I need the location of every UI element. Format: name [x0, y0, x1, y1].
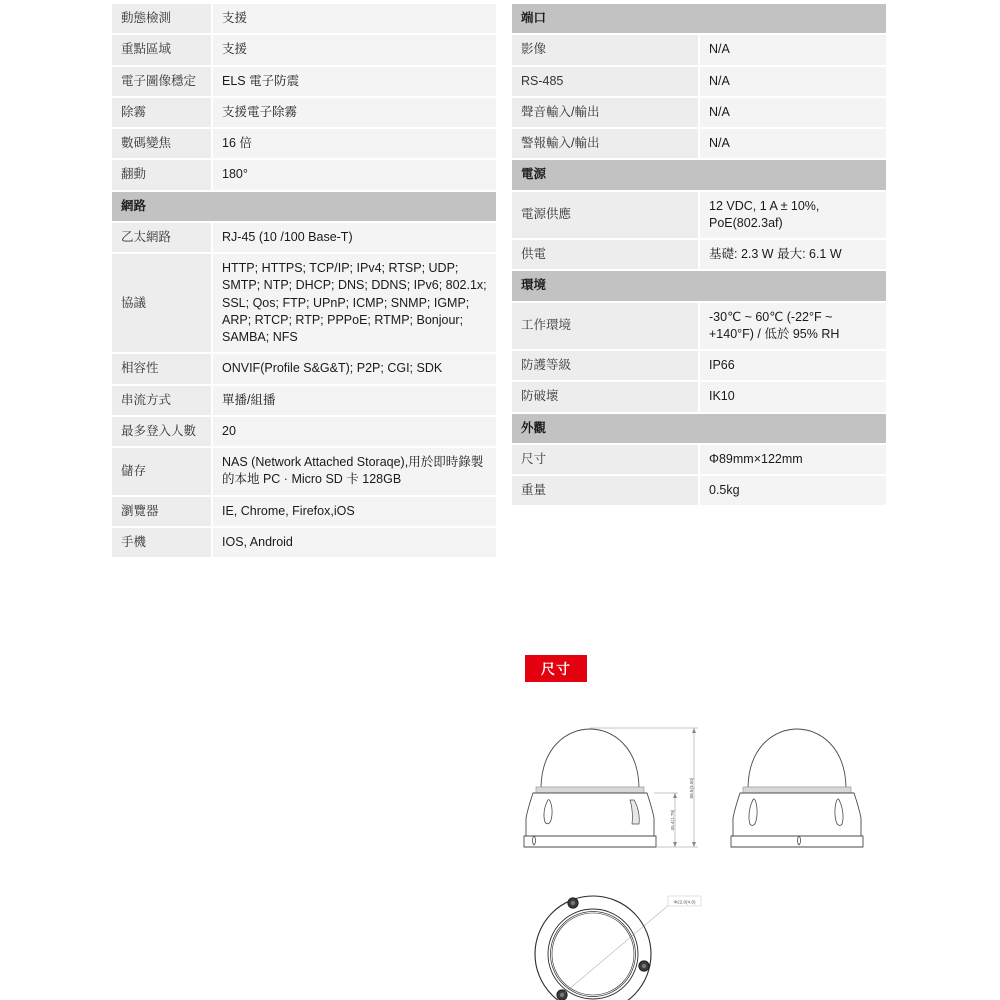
spec-row-key: 乙太網路 [112, 222, 212, 253]
spec-row-value: 0.5kg [699, 475, 886, 506]
spec-row [512, 475, 886, 506]
dimensions-section [512, 648, 902, 1000]
camera-bottom-view [535, 896, 651, 1000]
spec-row [112, 222, 496, 253]
spec-row-value: 180° [212, 159, 496, 190]
spec-row [112, 353, 496, 384]
spec-row-key: 翻動 [112, 159, 212, 190]
spec-row-value: IOS, Android [212, 527, 496, 558]
spec-row-key: 電子圖像穩定 [112, 66, 212, 97]
spec-row-value: N/A [699, 34, 886, 65]
spec-row-value: N/A [699, 128, 886, 159]
spec-row-key: 防破壞 [512, 381, 699, 412]
spec-row [512, 381, 886, 412]
spec-row [112, 527, 496, 558]
spec-row-value: RJ-45 (10 /100 Base-T) [212, 222, 496, 253]
spec-row-key: 動態檢測 [112, 4, 212, 34]
spec-row-key: 儲存 [112, 447, 212, 496]
spec-row-key: 重量 [512, 475, 699, 506]
spec-row [512, 444, 886, 475]
bottom-view-hole-label: Φ22.0(4.8) [673, 899, 696, 905]
spec-section-title: 環境 [512, 270, 886, 301]
spec-row-key: 供電 [512, 239, 699, 270]
spec-row-value: IK10 [699, 381, 886, 412]
spec-row [112, 253, 496, 353]
mounting-hole [568, 898, 578, 908]
spec-row [512, 350, 886, 381]
side-view-height-label: 88.8(3.50) [689, 777, 694, 799]
spec-row-key: 最多登入人數 [112, 416, 212, 447]
spec-row-value: 20 [212, 416, 496, 447]
spec-row-key: 瀏覽器 [112, 496, 212, 527]
spec-row [512, 97, 886, 128]
spec-section-title: 網路 [112, 191, 496, 222]
spec-row-key: 尺寸 [512, 444, 699, 475]
spec-row-value: Φ89mm×122mm [699, 444, 886, 475]
left-spec-table [112, 4, 496, 559]
spec-row [112, 159, 496, 190]
spec-row-value: 支援 [212, 4, 496, 34]
spec-row [112, 97, 496, 128]
spec-row-key: 重點區域 [112, 34, 212, 65]
spec-row [112, 385, 496, 416]
spec-row-value: 基礎: 2.3 W 最大: 6.1 W [699, 239, 886, 270]
camera-side-view-left [524, 729, 656, 847]
left-spec-table-body [112, 4, 496, 558]
spec-section-title: 端口 [512, 4, 886, 34]
spec-row [512, 128, 886, 159]
spec-row-key: 工作環境 [512, 302, 699, 351]
spec-row-key: 協議 [112, 253, 212, 353]
spec-row-value: ELS 電子防震 [212, 66, 496, 97]
spec-row-key: RS-485 [512, 66, 699, 97]
spec-section-title: 外觀 [512, 413, 886, 444]
spec-row-value: HTTP; HTTPS; TCP/IP; IPv4; RTSP; UDP; SMTP; NTP; DHCP; DNS; DDNS; IPv6; 802.1x; SSL; Qos; FTP; UPnP; ICMP; SNMP; IGMP; ARP; RTCP; RTP; PPPoE; RTMP; Bonjour; SAMBA; NFS [212, 253, 496, 353]
spec-row-value: 支援 [212, 34, 496, 65]
spec-row-value: 支援電子除霧 [212, 97, 496, 128]
spec-row-value: 12 VDC, 1 A ± 10%, PoE(802.3af) [699, 191, 886, 240]
spec-row-key: 相容性 [112, 353, 212, 384]
spec-row-key: 警報輸入/輸出 [512, 128, 699, 159]
spec-row-key: 手機 [112, 527, 212, 558]
spec-section-title: 電源 [512, 159, 886, 190]
spec-section-header [512, 4, 886, 34]
spec-row [512, 66, 886, 97]
spec-row [112, 34, 496, 65]
spec-section-header [512, 413, 886, 444]
spec-row-key: 數碼變焦 [112, 128, 212, 159]
spec-section-header [512, 270, 886, 301]
spec-row-value: 16 倍 [212, 128, 496, 159]
spec-row-value: N/A [699, 66, 886, 97]
dimensions-badge: 尺寸 [525, 655, 587, 682]
spec-row-key: 影像 [512, 34, 699, 65]
spec-row-value: NAS (Network Attached Storaqe),用於即時錄製的本地 PC · Micro SD 卡 128GB [212, 447, 496, 496]
spec-row [512, 302, 886, 351]
spec-row [512, 34, 886, 65]
spec-row-value: IE, Chrome, Firefox,iOS [212, 496, 496, 527]
side-view-base-label: 45.4(1.79) [670, 809, 675, 831]
spec-row [512, 191, 886, 240]
right-spec-table-body [512, 4, 886, 506]
spec-row-key: 除霧 [112, 97, 212, 128]
spec-row-value: N/A [699, 97, 886, 128]
spec-row [112, 496, 496, 527]
spec-row-key: 電源供應 [512, 191, 699, 240]
spec-row [112, 4, 496, 34]
spec-row-value: 單播/組播 [212, 385, 496, 416]
spec-row [512, 239, 886, 270]
spec-row-key: 聲音輸入/輸出 [512, 97, 699, 128]
spec-row-value: ONVIF(Profile S&G&T); P2P; CGI; SDK [212, 353, 496, 384]
camera-front-view-right [731, 729, 863, 847]
spec-row [112, 447, 496, 496]
dimension-drawings [512, 692, 902, 1000]
spec-row [112, 66, 496, 97]
spec-section-header [512, 159, 886, 190]
spec-row [112, 128, 496, 159]
spec-row [112, 416, 496, 447]
spec-row-key: 串流方式 [112, 385, 212, 416]
mounting-hole [639, 961, 649, 971]
spec-row-value: -30℃ ~ 60℃ (-22°F ~ +140°F) / 低於 95% RH [699, 302, 886, 351]
spec-row-value: IP66 [699, 350, 886, 381]
spec-row-key: 防護等級 [512, 350, 699, 381]
spec-section-header [112, 191, 496, 222]
right-spec-table [512, 4, 886, 507]
